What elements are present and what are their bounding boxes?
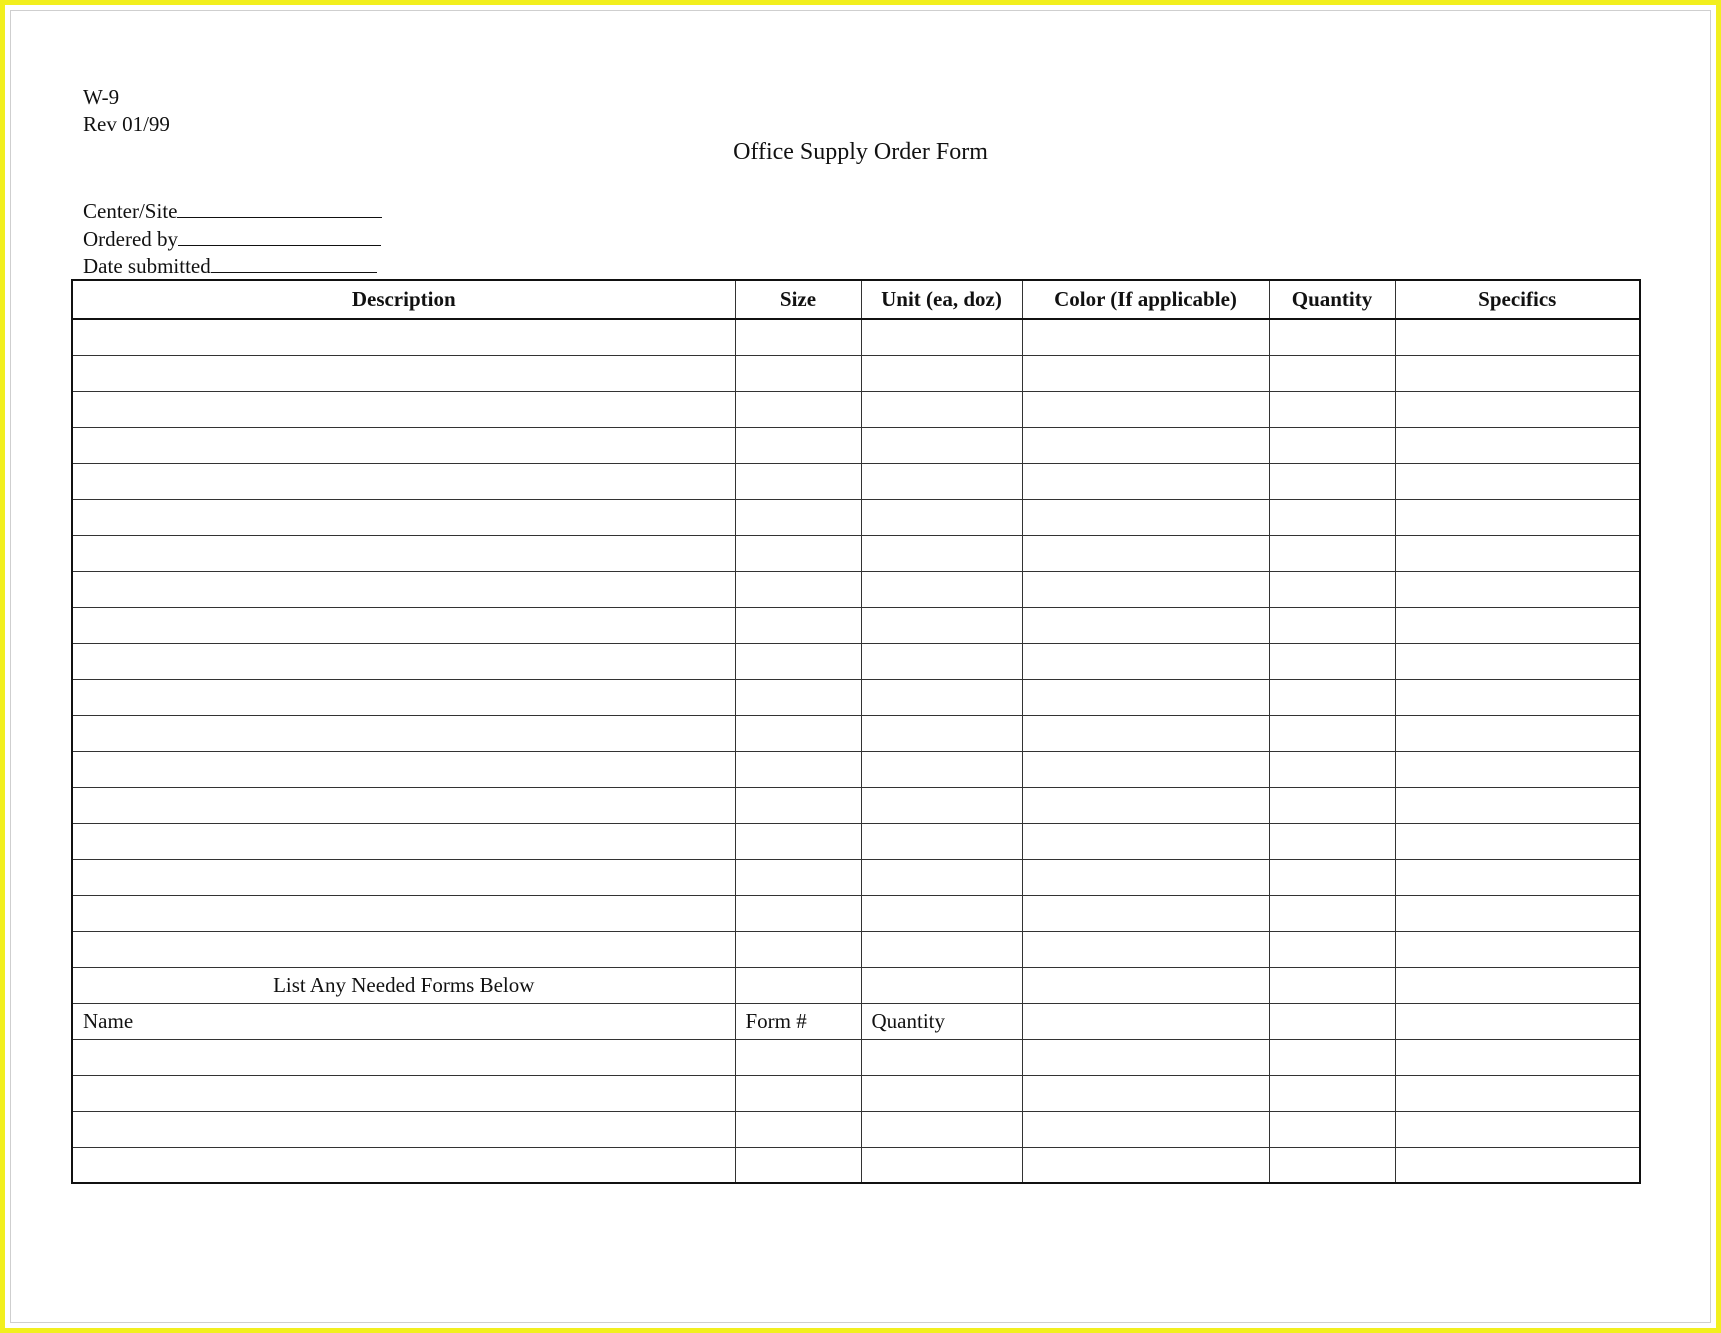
table-cell[interactable] [1395,607,1640,643]
table-cell[interactable] [1269,859,1395,895]
table-cell[interactable] [1022,319,1269,355]
table-cell[interactable] [1269,319,1395,355]
table-cell[interactable] [861,679,1022,715]
table-cell[interactable] [1269,427,1395,463]
table-cell[interactable] [861,427,1022,463]
table-cell[interactable] [1395,499,1640,535]
table-cell[interactable] [1022,931,1269,967]
table-cell[interactable] [735,679,861,715]
table-cell[interactable] [1022,823,1269,859]
table-row [72,787,1640,823]
table-cell[interactable] [1395,715,1640,751]
table-cell[interactable] [861,895,1022,931]
table-cell[interactable] [72,1147,735,1183]
table-cell[interactable] [735,1075,861,1111]
order-table-header-row [72,280,1640,319]
table-cell[interactable] [861,499,1022,535]
table-row [72,679,1640,715]
header-size: Size [735,280,861,319]
ordered-by-blank[interactable] [178,225,381,246]
form-row [72,1039,1640,1075]
forms-header-form-number: Form # [735,1003,861,1039]
table-cell[interactable] [72,499,735,535]
center-site-blank[interactable] [177,197,382,218]
table-cell[interactable] [735,535,861,571]
table-cell[interactable] [72,895,735,931]
table-cell[interactable] [1269,1003,1395,1039]
table-cell[interactable] [1395,931,1640,967]
table-cell[interactable] [72,679,735,715]
table-cell[interactable] [1395,823,1640,859]
order-items-body [72,319,1640,967]
table-cell[interactable] [735,571,861,607]
table-cell[interactable] [1395,787,1640,823]
table-cell[interactable] [735,607,861,643]
table-cell[interactable] [1269,931,1395,967]
table-cell[interactable] [861,859,1022,895]
table-cell[interactable] [1269,823,1395,859]
table-cell[interactable] [735,967,861,1003]
header-quantity: Quantity [1269,280,1395,319]
table-cell[interactable] [1022,715,1269,751]
table-cell[interactable] [1269,463,1395,499]
page-title: Office Supply Order Form [733,139,988,165]
table-cell[interactable] [72,391,735,427]
table-cell[interactable] [1269,715,1395,751]
table-cell[interactable] [72,751,735,787]
table-cell[interactable] [861,319,1022,355]
table-cell[interactable] [1395,571,1640,607]
table-cell[interactable] [735,895,861,931]
table-cell[interactable] [72,355,735,391]
table-cell[interactable] [1269,355,1395,391]
forms-header-row [72,1003,1640,1039]
table-cell[interactable] [1022,859,1269,895]
table-cell[interactable] [1395,751,1640,787]
table-cell[interactable] [1269,679,1395,715]
table-cell[interactable] [1022,427,1269,463]
table-cell[interactable] [861,571,1022,607]
table-cell[interactable] [1022,607,1269,643]
table-cell[interactable] [735,715,861,751]
table-cell[interactable] [1395,967,1640,1003]
table-row [72,715,1640,751]
table-cell[interactable] [72,427,735,463]
table-cell[interactable] [735,1111,861,1147]
table-row [72,355,1640,391]
table-cell[interactable] [735,319,861,355]
table-cell[interactable] [1395,427,1640,463]
table-cell[interactable] [72,931,735,967]
table-cell[interactable] [1269,967,1395,1003]
form-row [72,1075,1640,1111]
table-cell[interactable] [735,391,861,427]
table-row [72,607,1640,643]
table-cell[interactable] [72,1111,735,1147]
table-cell[interactable] [735,427,861,463]
table-cell[interactable] [1269,391,1395,427]
table-cell[interactable] [735,859,861,895]
table-cell[interactable] [1269,535,1395,571]
table-cell[interactable] [1022,787,1269,823]
table-row [72,391,1640,427]
table-row [72,823,1640,859]
forms-header-quantity: Quantity [861,1003,1022,1039]
table-cell[interactable] [1395,859,1640,895]
table-cell[interactable] [72,823,735,859]
revision-label: Rev 01/99 [83,112,170,136]
table-cell[interactable] [861,751,1022,787]
table-cell[interactable] [861,535,1022,571]
table-cell[interactable] [1022,1111,1269,1147]
table-cell[interactable] [1395,1147,1640,1183]
table-cell[interactable] [735,463,861,499]
table-cell[interactable] [735,1147,861,1183]
table-cell[interactable] [861,643,1022,679]
table-cell[interactable] [72,715,735,751]
forms-header-name: Name [72,1003,735,1039]
table-cell[interactable] [1395,355,1640,391]
table-cell[interactable] [1022,1003,1269,1039]
table-cell[interactable] [1395,535,1640,571]
table-cell[interactable] [1395,1039,1640,1075]
table-cell[interactable] [1022,643,1269,679]
header-description: Description [72,280,735,319]
table-cell[interactable] [861,355,1022,391]
table-cell[interactable] [861,391,1022,427]
table-cell[interactable] [72,1039,735,1075]
header-unit: Unit (ea, doz) [861,280,1022,319]
forms-heading-row [72,967,1640,1003]
table-cell[interactable] [861,607,1022,643]
center-site-label: Center/Site [83,199,178,223]
table-cell[interactable] [1022,967,1269,1003]
table-cell[interactable] [72,319,735,355]
table-cell[interactable] [735,499,861,535]
table-cell[interactable] [72,463,735,499]
form-row [72,1111,1640,1147]
table-cell[interactable] [1269,1147,1395,1183]
table-cell[interactable] [1269,1075,1395,1111]
table-cell[interactable] [735,355,861,391]
forms-heading: List Any Needed Forms Below [72,967,735,1003]
table-cell[interactable] [1269,787,1395,823]
table-cell[interactable] [861,931,1022,967]
ordered-by-label: Ordered by [83,227,179,251]
table-cell[interactable] [1022,679,1269,715]
table-cell[interactable] [72,643,735,679]
ordered-by-field[interactable] [83,225,381,253]
table-cell[interactable] [72,787,735,823]
table-row [72,463,1640,499]
center-site-field[interactable] [83,197,382,225]
table-cell[interactable] [1022,1075,1269,1111]
table-cell[interactable] [1022,571,1269,607]
form-row [72,1147,1640,1183]
table-cell[interactable] [1269,1039,1395,1075]
order-table [71,279,1641,1184]
table-cell[interactable] [1022,895,1269,931]
table-row [72,535,1640,571]
table-cell[interactable] [735,1039,861,1075]
table-cell[interactable] [1022,499,1269,535]
table-cell[interactable] [1269,607,1395,643]
table-cell[interactable] [735,787,861,823]
date-submitted-label: Date submitted [83,254,211,278]
table-cell[interactable] [861,715,1022,751]
table-cell[interactable] [1022,751,1269,787]
table-cell[interactable] [1269,643,1395,679]
table-cell[interactable] [861,787,1022,823]
table-cell[interactable] [72,859,735,895]
table-cell[interactable] [1269,751,1395,787]
table-cell[interactable] [1022,355,1269,391]
table-row [72,931,1640,967]
table-row [72,895,1640,931]
table-cell[interactable] [861,1039,1022,1075]
table-cell[interactable] [72,535,735,571]
table-cell[interactable] [1022,535,1269,571]
table-cell[interactable] [1395,643,1640,679]
table-row [72,859,1640,895]
table-cell[interactable] [1395,1111,1640,1147]
table-row [72,319,1640,355]
table-cell[interactable] [1395,391,1640,427]
table-cell[interactable] [1269,895,1395,931]
table-cell[interactable] [861,1075,1022,1111]
table-cell[interactable] [72,607,735,643]
table-cell[interactable] [1269,1111,1395,1147]
table-cell[interactable] [1269,499,1395,535]
table-row [72,427,1640,463]
table-cell[interactable] [735,751,861,787]
table-cell[interactable] [1395,679,1640,715]
date-submitted-field[interactable] [83,252,377,280]
table-cell[interactable] [861,823,1022,859]
table-cell[interactable] [1395,1003,1640,1039]
table-cell[interactable] [1022,1039,1269,1075]
table-cell[interactable] [1395,895,1640,931]
table-cell[interactable] [1395,1075,1640,1111]
table-cell[interactable] [1269,571,1395,607]
table-cell[interactable] [72,571,735,607]
table-row [72,499,1640,535]
table-cell[interactable] [1022,391,1269,427]
table-cell[interactable] [861,967,1022,1003]
table-cell[interactable] [861,463,1022,499]
table-cell[interactable] [1395,319,1640,355]
form-code: W-9 [83,85,120,109]
table-cell[interactable] [72,1075,735,1111]
table-cell[interactable] [735,823,861,859]
table-cell[interactable] [1022,463,1269,499]
table-cell[interactable] [861,1111,1022,1147]
table-cell[interactable] [1395,463,1640,499]
header-specifics: Specifics [1395,280,1640,319]
table-cell[interactable] [735,931,861,967]
table-row [72,751,1640,787]
table-cell[interactable] [861,1147,1022,1183]
table-cell[interactable] [735,643,861,679]
header-color: Color (If applicable) [1022,280,1269,319]
table-cell[interactable] [1022,1147,1269,1183]
forms-section [72,967,1640,1183]
table-row [72,571,1640,607]
table-row [72,643,1640,679]
date-submitted-blank[interactable] [211,252,377,273]
